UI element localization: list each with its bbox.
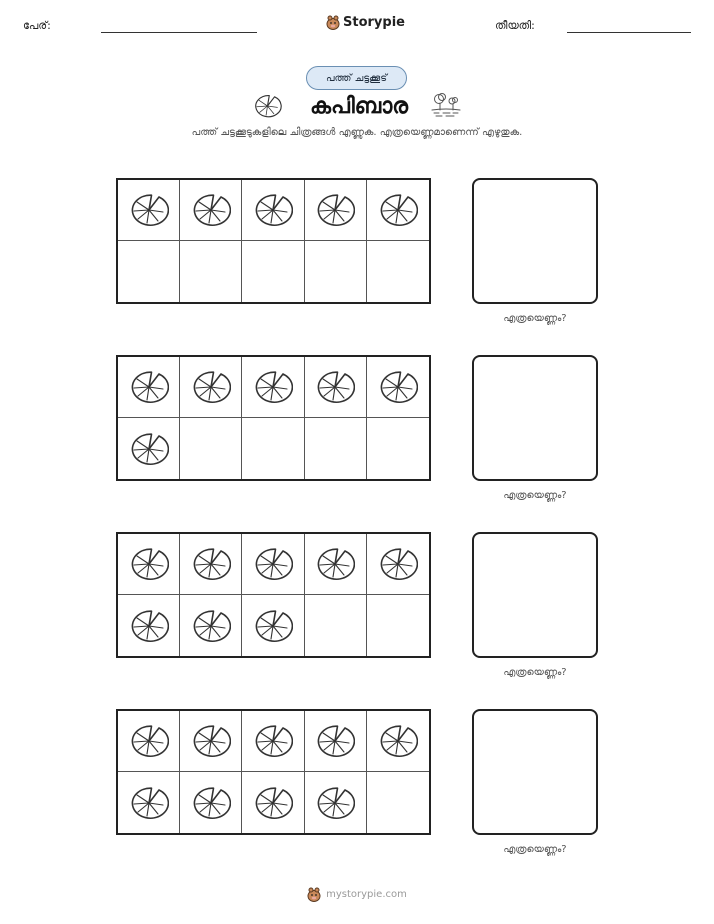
ten-frame-cell [367,534,429,595]
ten-frame-cell [180,595,242,656]
ten-frame-cell [367,241,429,302]
pond-scene-icon [430,92,462,120]
ten-frame [116,532,431,658]
lily-pad-icon [378,547,418,581]
ten-frame-cell [305,534,367,595]
ten-frame-cell [118,711,180,772]
ten-frame [116,709,431,835]
ten-frame-cell [305,418,367,479]
brand-name: Storypie [343,14,405,30]
ten-frame-cell [180,534,242,595]
worksheet-type-badge: പത്ത് ചട്ടക്കൂട് [306,66,407,90]
ten-frame-cell [180,180,242,241]
answer-box[interactable] [472,178,598,304]
ten-frame-cell [242,357,304,418]
lily-pad-icon [315,370,355,404]
ten-frame-cell [367,180,429,241]
lily-pad-icon [315,786,355,820]
ten-frame-cell [118,180,180,241]
lily-pad-icon [315,547,355,581]
lily-pad-icon [378,193,418,227]
ten-frame-cell [118,357,180,418]
lily-pad-icon [191,370,231,404]
ten-frame-cell [305,711,367,772]
lily-pad-icon [378,370,418,404]
ten-frame-cell [305,241,367,302]
lily-pad-icon [129,432,169,466]
footer-url[interactable]: mystorypie.com [326,888,407,900]
ten-frame-cell [118,534,180,595]
brand-logo [326,14,405,30]
lily-pad-icon [129,786,169,820]
ten-frame-cell [242,418,304,479]
ten-frame-cell [180,418,242,479]
name-label: പേര്: [23,19,51,32]
ten-frame-cell [118,772,180,833]
lily-pad-icon [315,724,355,758]
ten-frame-cell [180,711,242,772]
lily-pad-icon [253,786,293,820]
ten-frame-cell [118,241,180,302]
capybara-logo-icon [307,886,321,902]
ten-frame-cell [367,711,429,772]
how-many-label: എത്രയെണ്ണം? [503,313,567,324]
date-label: തീയതി: [495,19,535,32]
ten-frame-cell [367,595,429,656]
ten-frame-cell [367,357,429,418]
lily-pad-icon [253,547,293,581]
ten-frame-cell [180,772,242,833]
ten-frame-cell [305,357,367,418]
lily-pad-icon [253,609,293,643]
lily-pad-icon [253,193,293,227]
date-field[interactable] [567,32,691,33]
ten-frame-cell [242,180,304,241]
lily-pad-icon [378,724,418,758]
lily-pad-icon [253,724,293,758]
footer [0,886,714,902]
ten-frame-cell [305,772,367,833]
lily-pad-icon [129,193,169,227]
lily-pad-icon [191,547,231,581]
ten-frame-cell [180,357,242,418]
answer-box[interactable] [472,709,598,835]
how-many-label: എത്രയെണ്ണം? [503,844,567,855]
how-many-label: എത്രയെണ്ണം? [503,667,567,678]
ten-frame-cell [242,534,304,595]
instructions: പത്ത് ചട്ടക്കൂടുകളിലെ ചിത്രങ്ങൾ എണ്ണുക. എത്രയെണ്ണമാണെന്ന് എഴുതുക. [191,127,523,138]
ten-frame-cell [180,241,242,302]
ten-frame-cell [242,595,304,656]
ten-frame-cell [305,180,367,241]
page-title: കപിബാര [310,94,408,119]
lily-pad-icon [129,547,169,581]
how-many-label: എത്രയെണ്ണം? [503,490,567,501]
ten-frame-cell [242,241,304,302]
ten-frame [116,178,431,304]
ten-frame-cell [242,772,304,833]
ten-frame-cell [118,595,180,656]
ten-frame-cell [367,418,429,479]
ten-frame-cell [305,595,367,656]
answer-box[interactable] [472,532,598,658]
name-field[interactable] [101,32,257,33]
ten-frame-cell [118,418,180,479]
lily-pad-icon [129,724,169,758]
lily-pad-icon [129,609,169,643]
lily-pad-icon [253,370,293,404]
lily-pad-icon [191,724,231,758]
lily-pad-icon [191,193,231,227]
lily-pad-icon [129,370,169,404]
lily-pad-icon [315,193,355,227]
lily-pad-icon [253,94,282,118]
ten-frame-cell [242,711,304,772]
ten-frame [116,355,431,481]
ten-frame-cell [367,772,429,833]
answer-box[interactable] [472,355,598,481]
lily-pad-icon [191,609,231,643]
capybara-logo-icon [326,14,340,30]
lily-pad-icon [191,786,231,820]
